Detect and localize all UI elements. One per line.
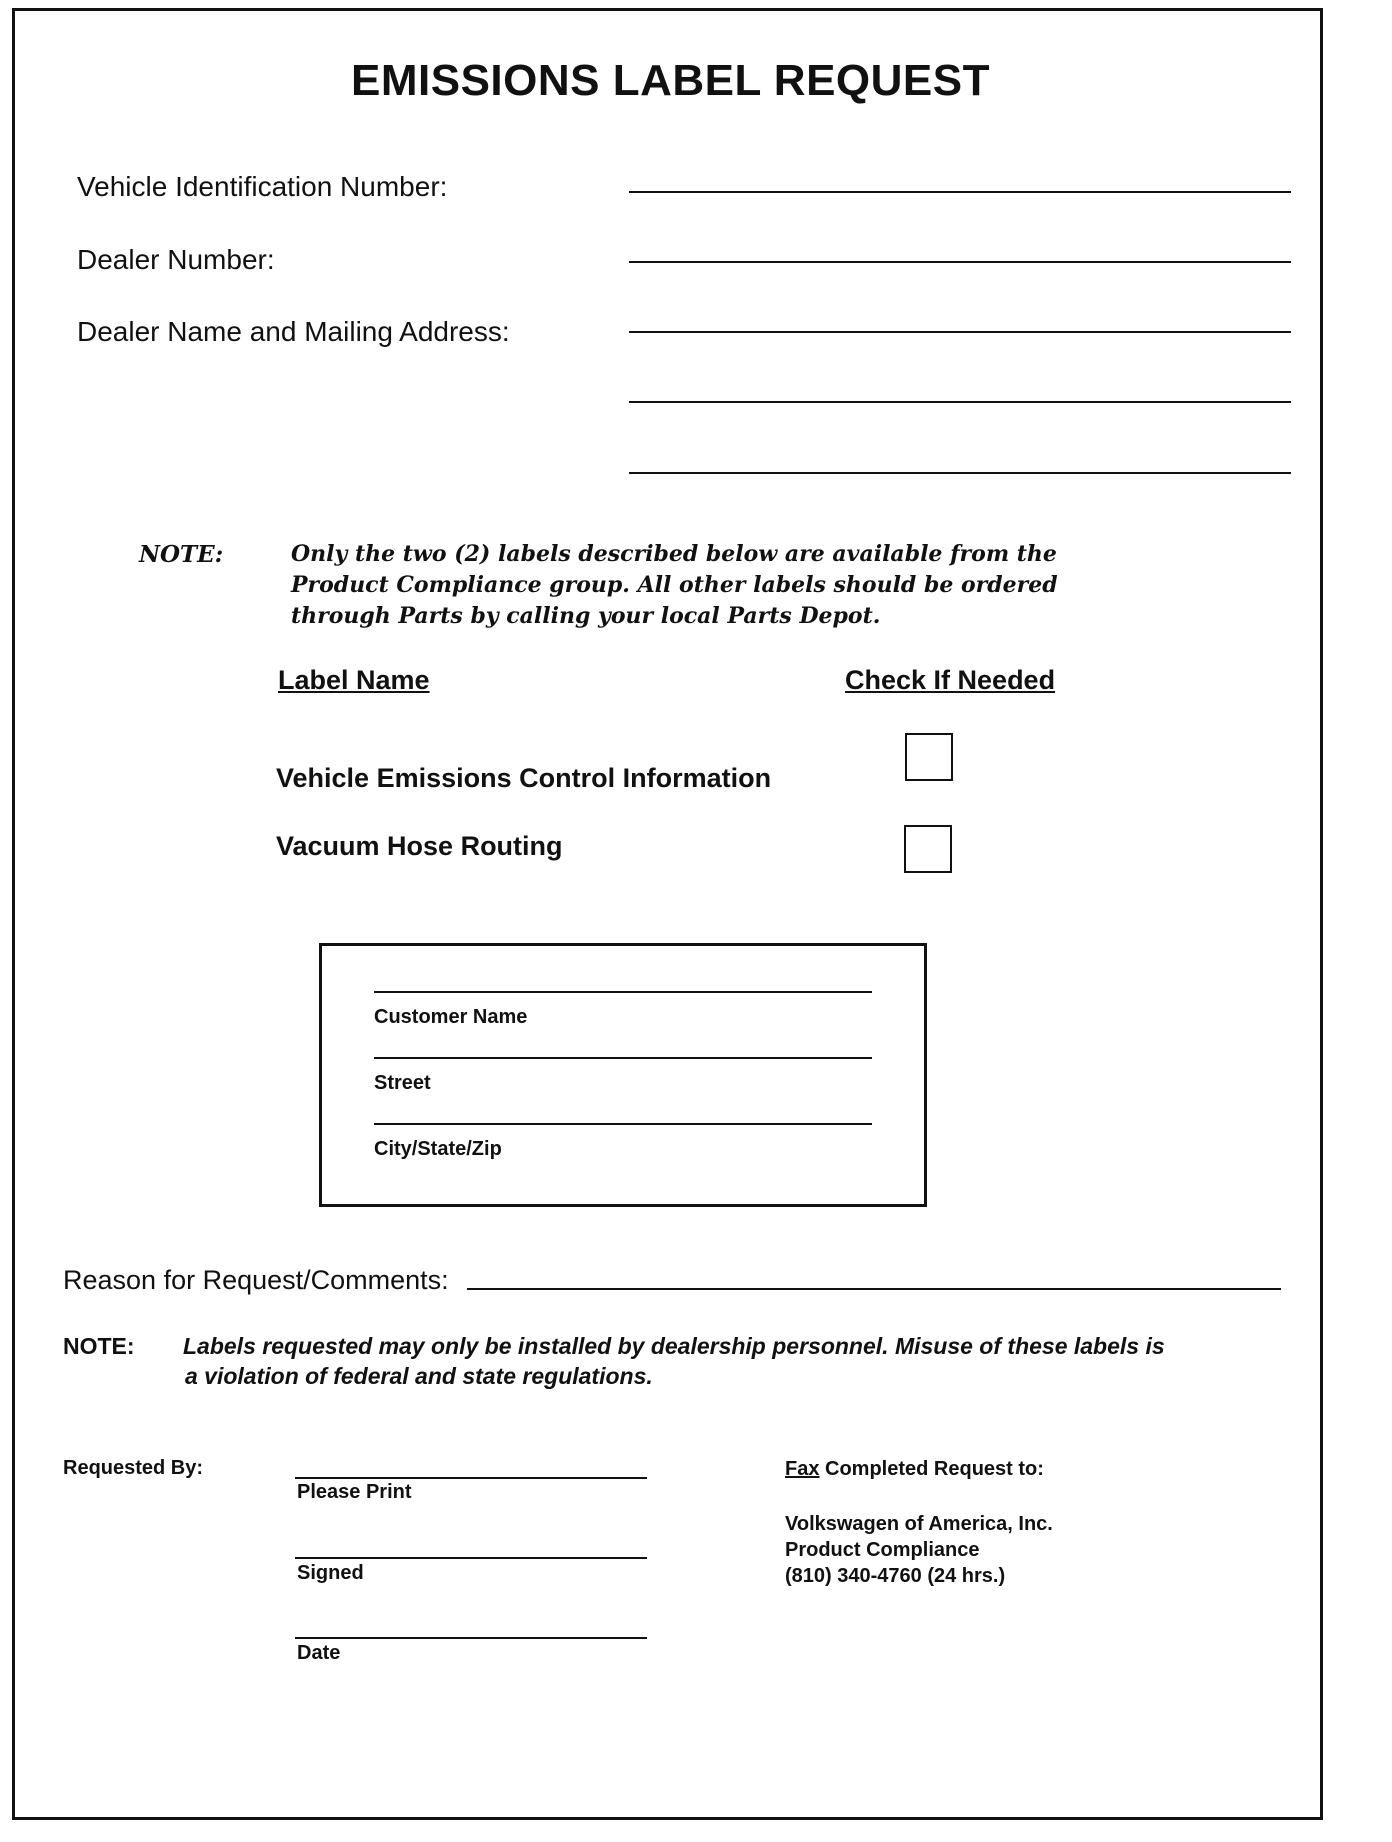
note1-line: Only the two (2) labels described below are available from the xyxy=(291,541,1057,567)
customer-address-box xyxy=(319,943,927,1207)
fax-heading xyxy=(785,1456,1044,1482)
signed-input[interactable] xyxy=(297,1525,649,1557)
dealer-number-label: Dealer Number: xyxy=(77,244,275,275)
dealer-address-line-2 xyxy=(629,401,1291,403)
date-line xyxy=(295,1637,647,1639)
reason-input[interactable] xyxy=(471,1257,1281,1289)
fax-company: Volkswagen of America, Inc. xyxy=(785,1513,1053,1535)
customer-name-input[interactable] xyxy=(374,960,876,992)
vin-label: Vehicle Identification Number: xyxy=(77,171,448,202)
checkbox-vacuum-hose-routing[interactable] xyxy=(904,825,952,873)
note2-label: NOTE: xyxy=(63,1333,135,1359)
customer-name-label: Customer Name xyxy=(374,1006,528,1028)
street-input[interactable] xyxy=(374,1026,876,1058)
dealer-address-line-3 xyxy=(629,472,1291,474)
form-title: EMISSIONS LABEL REQUEST xyxy=(351,56,990,105)
note1-text xyxy=(291,539,1131,632)
fax-phone: (810) 340-4760 (24 hrs.) xyxy=(785,1565,1006,1587)
please-print-line xyxy=(295,1477,647,1479)
date-label: Date xyxy=(297,1642,341,1664)
city-state-zip-label: City/State/Zip xyxy=(374,1138,502,1160)
date-input[interactable] xyxy=(297,1605,649,1637)
checkbox-vehicle-emissions-control-information[interactable] xyxy=(905,733,953,781)
note2-line: a violation of federal and state regulations. xyxy=(185,1363,653,1389)
please-print-input[interactable] xyxy=(297,1445,649,1477)
vin-line xyxy=(629,191,1291,193)
note2-text xyxy=(183,1331,1303,1391)
column-header-label-name: Label Name xyxy=(278,665,430,695)
reason-label: Reason for Request/Comments: xyxy=(63,1265,449,1295)
dealer-address-input-2[interactable] xyxy=(635,367,1289,399)
fax-heading-rest: Completed Request to: xyxy=(819,1458,1044,1480)
signed-label: Signed xyxy=(297,1562,364,1584)
vin-input[interactable] xyxy=(635,157,1289,189)
label-vehicle-emissions-control-information: Vehicle Emissions Control Information xyxy=(276,763,772,793)
fax-department: Product Compliance xyxy=(785,1539,980,1561)
dealer-address-input-3[interactable] xyxy=(635,438,1289,470)
dealer-address-input-1[interactable] xyxy=(635,297,1289,329)
city-state-zip-input[interactable] xyxy=(374,1092,876,1124)
note1-label: NOTE: xyxy=(139,541,224,568)
signed-line xyxy=(295,1557,647,1559)
fax-word: Fax xyxy=(785,1458,820,1480)
dealer-address-line-1 xyxy=(629,331,1291,333)
please-print-label: Please Print xyxy=(297,1481,412,1503)
form-border xyxy=(12,8,1323,1820)
street-label: Street xyxy=(374,1072,431,1094)
fax-address xyxy=(785,1511,1053,1589)
dealer-number-input[interactable] xyxy=(635,227,1289,259)
note1-line: through Parts by calling your local Parts Depot. xyxy=(291,603,881,629)
column-header-check-if-needed: Check If Needed xyxy=(845,665,1056,695)
label-vacuum-hose-routing: Vacuum Hose Routing xyxy=(276,831,563,861)
dealer-name-label: Dealer Name and Mailing Address: xyxy=(77,316,510,347)
note1-line: Product Compliance group. All other labels should be ordered xyxy=(291,572,1058,598)
requested-by-label: Requested By: xyxy=(63,1457,204,1479)
dealer-number-line xyxy=(629,261,1291,263)
note2-line: Labels requested may only be installed by dealership personnel. Misuse of these labels is xyxy=(183,1333,1165,1359)
